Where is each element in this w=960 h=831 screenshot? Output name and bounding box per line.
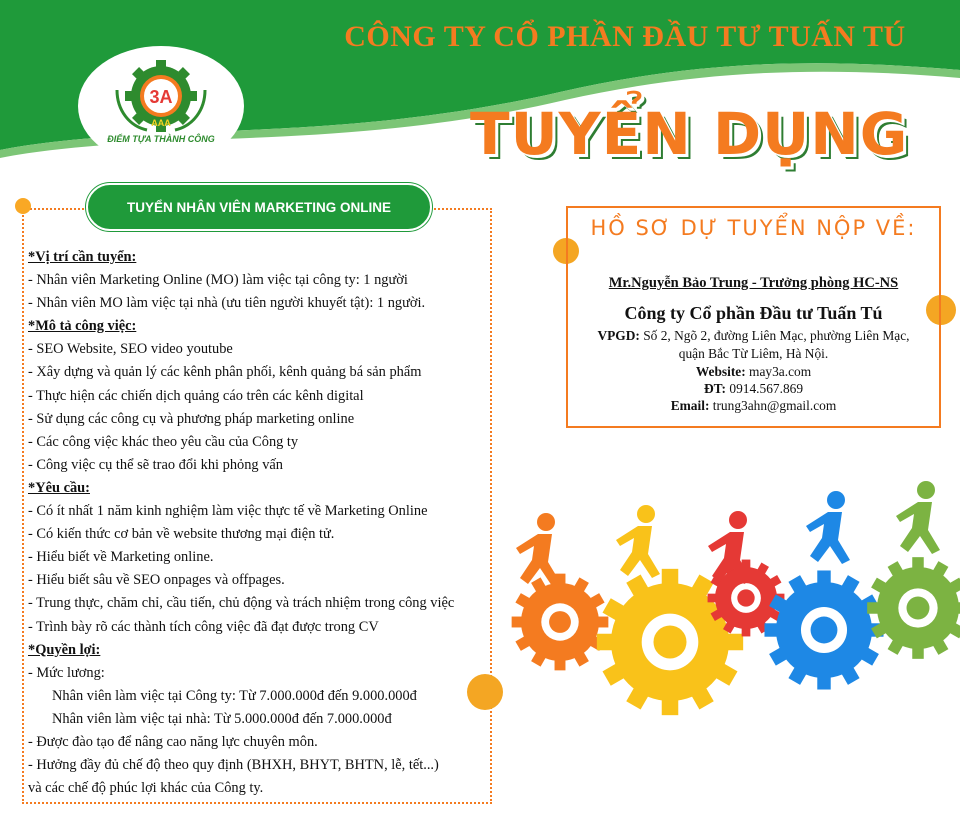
job-title-banner: TUYỂN NHÂN VIÊN MARKETING ONLINE bbox=[86, 183, 432, 231]
phone-label: ĐT: bbox=[703, 381, 727, 396]
section-title: *Quyền lợi: bbox=[28, 641, 101, 658]
address-line1: Số 2, Ngõ 2, đường Liên Mạc, phường Liên Mạc, bbox=[639, 328, 910, 343]
decorative-dot bbox=[15, 198, 31, 214]
list-item: - Công việc cụ thể sẽ trao đổi khi phỏng vấn bbox=[28, 456, 283, 473]
contact-website bbox=[566, 364, 941, 380]
logo-text: 3A bbox=[149, 87, 173, 107]
list-item: - Nhân viên MO làm việc tại nhà (ưu tiên người khuyết tật): 1 người. bbox=[28, 295, 426, 312]
submit-heading: HỒ SƠ DỰ TUYỂN NỘP VỀ: bbox=[590, 216, 917, 240]
job-description bbox=[28, 246, 498, 800]
company-logo bbox=[78, 46, 244, 166]
list-item: - Các công việc khác theo yêu cầu của Công ty bbox=[28, 433, 299, 450]
runner-green-icon bbox=[896, 481, 940, 554]
runner-orange-icon bbox=[516, 513, 560, 586]
list-item: - Có ít nhất 1 năm kinh nghiệm làm việc thực tế về Marketing Online bbox=[28, 503, 428, 520]
list-item: - Trình bày rõ các thành tích công việc đã đạt được trong CV bbox=[28, 618, 379, 635]
logo-slogan: ĐIỂM TỰA THÀNH CÔNG bbox=[107, 134, 215, 144]
website-label: Website: bbox=[695, 364, 746, 379]
list-item: và các chế độ phúc lợi khác của Công ty. bbox=[28, 780, 264, 797]
list-item: - Có kiến thức cơ bản về website thương mại điện tử. bbox=[28, 526, 335, 543]
list-item: - Hiểu biết về Marketing online. bbox=[28, 549, 214, 566]
salary-label: - Mức lương: bbox=[28, 664, 105, 681]
address-label: VPGD: bbox=[597, 328, 640, 343]
list-item: - Hưởng đầy đủ chế độ theo quy định (BHXH, BHYT, BHTN, lễ, tết...) bbox=[28, 757, 439, 774]
contact-address-2: quận Bắc Từ Liêm, Hà Nội. bbox=[678, 346, 829, 361]
contact-address bbox=[566, 328, 941, 344]
email-value: trung3ahn@gmail.com bbox=[709, 398, 837, 413]
list-item: - Nhân viên Marketing Online (MO) làm việc tại công ty: 1 người bbox=[28, 272, 408, 289]
section-title: *Mô tả công việc: bbox=[28, 318, 137, 335]
contact-phone bbox=[566, 381, 941, 397]
contact-company: Công ty Cổ phần Đầu tư Tuấn Tú bbox=[624, 303, 883, 323]
list-item: - Được đào tạo để nâng cao năng lực chuyên môn. bbox=[28, 733, 318, 750]
gear-logo-icon bbox=[78, 46, 244, 166]
runner-blue-icon bbox=[806, 491, 850, 564]
list-item: - Trung thực, chăm chỉ, cầu tiến, chủ động và trách nhiệm trong công việc bbox=[28, 595, 455, 612]
email-label: Email: bbox=[670, 398, 710, 413]
salary-office: Nhân viên làm việc tại Công ty: Từ 7.000.000đ đến 9.000.000đ bbox=[52, 687, 417, 704]
list-item: - Sử dụng các công cụ và phương pháp marketing online bbox=[28, 410, 355, 427]
gear-green-icon bbox=[867, 557, 960, 659]
list-item: - Xây dựng và quản lý các kênh phân phối, kênh quảng bá sản phẩm bbox=[28, 364, 422, 381]
gear-blue-icon bbox=[764, 570, 883, 689]
logo-stars: AAA bbox=[151, 118, 171, 128]
list-item: - SEO Website, SEO video youtube bbox=[28, 341, 233, 358]
contact-email bbox=[566, 398, 941, 414]
website-value: may3a.com bbox=[745, 364, 812, 379]
runner-yellow-icon bbox=[616, 505, 660, 578]
phone-value: 0914.567.869 bbox=[726, 381, 804, 396]
salary-home: Nhân viên làm việc tại nhà: Từ 5.000.000đ đến 7.000.000đ bbox=[52, 710, 392, 727]
recruit-heading: TUYỂN DỤNG bbox=[470, 100, 909, 168]
section-title: *Vị trí cần tuyển: bbox=[28, 249, 137, 265]
section-title: *Yêu cầu: bbox=[28, 479, 90, 496]
list-item: - Thực hiện các chiến dịch quảng cáo trên các kênh digital bbox=[28, 387, 364, 404]
gears-illustration bbox=[498, 480, 960, 830]
contact-person: Mr.Nguyễn Bảo Trung - Trưởng phòng HC-NS bbox=[608, 275, 899, 291]
company-name: CÔNG TY CỔ PHẦN ĐẦU TƯ TUẤN TÚ bbox=[344, 20, 906, 53]
list-item: - Hiểu biết sâu về SEO onpages và offpages. bbox=[28, 572, 285, 589]
gear-orange-icon bbox=[512, 574, 609, 671]
